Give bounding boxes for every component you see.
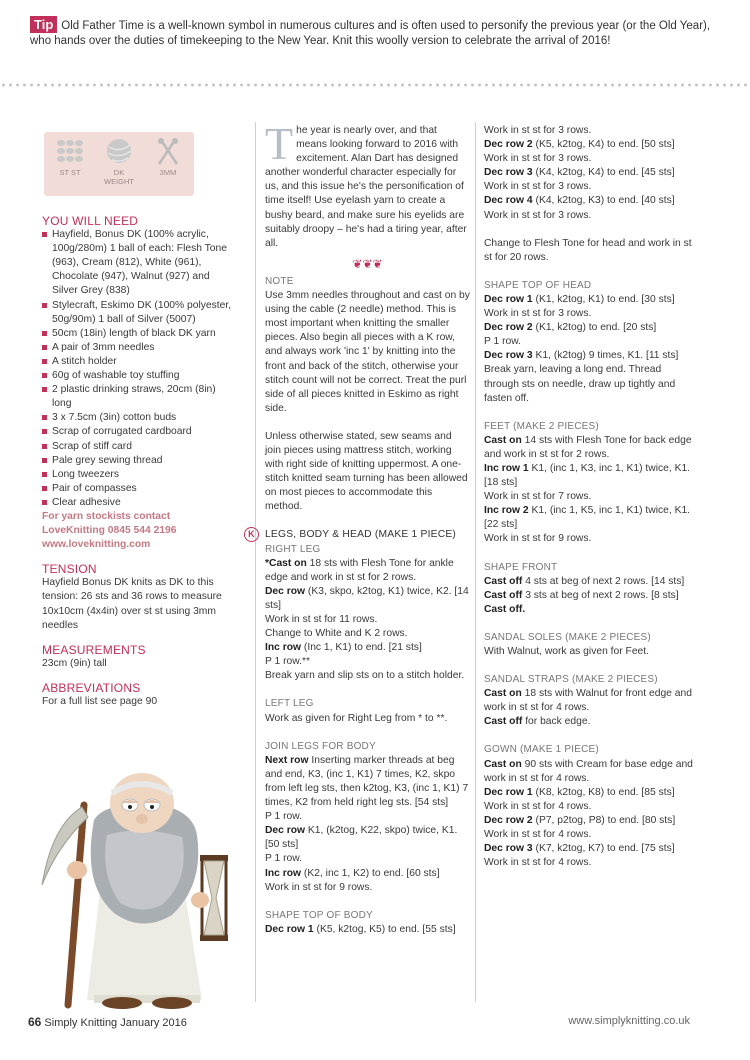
- instruction-row: With Walnut, work as given for Feet.: [484, 646, 649, 657]
- footer-url[interactable]: www.simplyknitting.co.uk: [568, 1015, 690, 1027]
- instruction-row: Work in st st for 7 rows.: [484, 491, 592, 503]
- instruction-row: Inc row 2 K1, (inc 1, K5, inc 1, K1) twice, K1. [22 sts]: [484, 505, 691, 531]
- instruction-row: Inc row (Inc 1, K1) to end. [21 sts]: [265, 642, 422, 654]
- instruction-row: Dec row 3 (K7, k2tog, K7) to end. [75 sts]: [484, 843, 675, 855]
- info-box: [44, 132, 194, 196]
- section-title-tension: TENSION: [42, 562, 97, 577]
- heading-shape-body: SHAPE TOP OF BODY: [265, 909, 373, 921]
- heading-left-leg: LEFT LEG: [265, 698, 314, 710]
- heading-sandal-soles: SANDAL SOLES (MAKE 2 PIECES): [484, 631, 651, 643]
- instruction-row: Work in st st for 4 rows.: [484, 800, 592, 812]
- instruction-row: Dec row 2 (P7, p2tog, P8) to end. [80 sts]: [484, 814, 676, 826]
- note-para-2: Unless otherwise stated, sew seams and join pieces using mattress stitch, working with right side of knitting uppermost. A one-stitch knitted seam turning has been allowed on most pieces to accommodate this method.: [265, 430, 468, 513]
- instruction-row: Work in st st for 3 rows.: [484, 209, 592, 221]
- instruction-row: Work in st st for 3 rows.: [484, 308, 592, 320]
- instruction-row: Work in st st for 3 rows.: [484, 181, 592, 193]
- instruction-row: Break yarn, leaving a long end. Thread through sts on needle, draw up tightly and fasten off.: [484, 364, 676, 404]
- instruction-row: Work in st st for 4 rows.: [484, 857, 592, 869]
- instruction-row: Inc row (K2, inc 1, K2) to end. [60 sts]: [265, 867, 440, 879]
- instruction-row: Dec row (K3, skpo, k2tog, K1) twice, K2. [14 sts]: [265, 585, 469, 611]
- heading-shape-head: SHAPE TOP OF HEAD: [484, 279, 592, 291]
- list-item: Long tweezers: [42, 468, 232, 482]
- section-title-abbreviations: ABBREVIATIONS: [42, 680, 141, 695]
- tip-text: Old Father Time is a well-known symbol in numerous cultures and is often used to personify the previous year (or the Old Year), who hands over the duties of timekeeping to the New Year. Knit this woolly version to celebrate the arrival of 2016!: [30, 20, 711, 47]
- instruction-row: Work in st st for 11 rows.: [265, 614, 378, 625]
- drop-cap: T: [265, 118, 294, 169]
- instruction-row: Dec row 2 (K1, k2tog) to end. [20 sts]: [484, 322, 657, 334]
- needles-icon: [148, 137, 188, 172]
- stst-label: ST ST: [59, 168, 81, 177]
- stockists-phone: LoveKnitting 0845 544 2196: [42, 525, 177, 537]
- list-item: Scrap of stiff card: [42, 440, 232, 454]
- instruction-row: Next row Inserting marker threads at beg and end, K3, (inc 1, K1) 7 times, K2, skpo from left leg sts, then k2tog, K3, (inc 1, K1) 7 times, K2 from held right leg sts. [54 sts]: [265, 754, 469, 809]
- tip-label: Tip: [30, 16, 57, 33]
- instruction-row: Cast off 4 sts at beg of next 2 rows. [14 sts]: [484, 575, 685, 587]
- instruction-row: Change to White and K 2 rows.: [265, 628, 408, 640]
- instruction-row: P 1 row.: [265, 853, 303, 865]
- section-title-you-will-need: YOU WILL NEED: [42, 214, 139, 228]
- list-item: A pair of 3mm needles: [42, 341, 232, 355]
- instruction-row: Dec row 1 (K8, k2tog, K8) to end. [85 sts]: [484, 786, 675, 798]
- column-divider: [475, 122, 476, 1002]
- list-item: 60g of washable toy stuffing: [42, 369, 232, 383]
- tension-text: Hayfield Bonus DK knits as DK to this tension: 26 sts and 36 rows to measure 10x10cm (4x4in) over st st using 3mm needles: [42, 577, 222, 631]
- list-item: Scrap of corrugated cardboard: [42, 425, 232, 439]
- instruction-row: Work in st st for 9 rows.: [484, 533, 592, 545]
- stockists-line: For yarn stockists contact: [42, 510, 171, 522]
- list-item: Hayfield, Bonus DK (100% acrylic, 100g/280m) 1 ball of each: Flesh Tone (963), Cream (812), White (961), Chocolate (947), Walnut (927) and Silver Grey (838): [42, 228, 232, 298]
- page-number: 66: [28, 1015, 42, 1029]
- stockists-url[interactable]: www.loveknitting.com: [42, 539, 151, 551]
- instruction-row: Dec row 3 K1, (k2tog) 9 times, K1. [11 sts]: [484, 350, 679, 362]
- column-divider: [255, 122, 256, 1002]
- list-item: Clear adhesive: [42, 496, 232, 510]
- list-item: 50cm (18in) length of black DK yarn: [42, 327, 232, 341]
- column-pattern-2: [484, 124, 699, 870]
- needle-size-label: 3MM: [159, 168, 177, 177]
- column-pattern-1: [248, 118, 470, 937]
- heading-sandal-straps: SANDAL STRAPS (MAKE 2 PIECES): [484, 674, 658, 686]
- list-item: Pair of compasses: [42, 482, 232, 496]
- instruction-row: Cast on 14 sts with Flesh Tone for back edge and work in st st for 2 rows.: [484, 434, 692, 460]
- stst-icon: [50, 137, 90, 170]
- heading-shape-front: SHAPE FRONT: [484, 561, 558, 573]
- instruction-row: Break yarn and slip sts on to a stitch holder.: [265, 670, 465, 682]
- instruction-row: Dec row K1, (k2tog, K22, skpo) twice, K1. [50 sts]: [265, 825, 458, 851]
- instruction-row: Change to Flesh Tone for head and work in st st for 20 rows.: [484, 237, 692, 263]
- instruction-row: Cast off 3 sts at beg of next 2 rows. [8 sts]: [484, 589, 679, 601]
- instruction-row: P 1 row.: [484, 336, 522, 348]
- instruction-row: Cast on 18 sts with Walnut for front edge and work in st st for 4 rows.: [484, 688, 692, 714]
- footer-left: [28, 1015, 187, 1029]
- heading-right-leg: RIGHT LEG: [265, 543, 321, 555]
- instruction-row: Work as given for Right Leg from * to **.: [265, 712, 448, 724]
- instruction-row: Inc row 1 K1, (inc 1, K3, inc 1, K1) twice, K1. [18 sts]: [484, 462, 691, 489]
- heading-join-legs: JOIN LEGS FOR BODY: [265, 740, 376, 752]
- instruction-row: *Cast on 18 sts with Flesh Tone for ankle edge and work in st st for 2 rows.: [265, 557, 454, 583]
- father-time-photo: [32, 765, 250, 1010]
- list-item: Stylecraft, Eskimo DK (100% polyester, 50g/90m) 1 ball of Silver (5007): [42, 299, 232, 327]
- dk-weight-label: DK WEIGHT: [104, 168, 134, 186]
- instruction-row: Cast off for back edge.: [484, 716, 591, 728]
- instruction-row: Dec row 1 (K1, k2tog, K1) to end. [30 sts]: [484, 293, 675, 305]
- heading-legs-body-head: K LEGS, BODY & HEAD (MAKE 1 PIECE): [265, 528, 470, 542]
- instruction-row: Dec row 3 (K4, k2tog, K4) to end. [45 sts]: [484, 167, 675, 179]
- instruction-row: Work in st st for 3 rows.: [484, 125, 592, 136]
- instruction-row: Work in st st for 9 rows.: [265, 881, 373, 893]
- instruction-row: P 1 row.: [265, 811, 303, 823]
- list-item: 2 plastic drinking straws, 20cm (8in) long: [42, 383, 232, 411]
- intro-paragraph: The year is nearly over, and that means looking forward to 2016 with excitement. Alan Dart has designed another wonderful character especially for us, and this issue he's the personification of time itself! Use eyelash yarn to create a bushy beard, and make sure his eyelids are suitably droopy – he's had a tiring year, after all.: [265, 118, 467, 249]
- instruction-row: Cast off.: [484, 603, 526, 615]
- instruction-row: Work in st st for 3 rows.: [484, 153, 592, 165]
- ornament-icon: ❦❦❦: [352, 256, 383, 271]
- materials-list: [42, 228, 232, 510]
- list-item: A stitch holder: [42, 355, 232, 369]
- column-materials: [42, 132, 232, 709]
- k-marker-icon: K: [244, 527, 259, 542]
- heading-note: NOTE: [265, 275, 294, 287]
- yarn-ball-icon: [99, 137, 139, 172]
- dotted-divider: [0, 83, 750, 87]
- heading-feet: FEET (MAKE 2 PIECES): [484, 420, 599, 432]
- magazine-issue: Simply Knitting January 2016: [44, 1017, 187, 1029]
- abbreviations-text: For a full list see page 90: [42, 696, 158, 707]
- heading-gown: GOWN (MAKE 1 PIECE): [484, 744, 599, 756]
- instruction-row: Work in st st for 4 rows.: [484, 829, 592, 841]
- list-item: 3 x 7.5cm (3in) cotton buds: [42, 411, 232, 425]
- instruction-row: Cast on 90 sts with Cream for base edge and work in st st for 4 rows.: [484, 758, 693, 784]
- instruction-row: P 1 row.**: [265, 656, 311, 668]
- instruction-row: Dec row 4 (K4, k2tog, K3) to end. [40 sts]: [484, 195, 675, 207]
- section-title-measurements: MEASUREMENTS: [42, 642, 146, 657]
- tip-banner: [30, 16, 720, 49]
- note-para-1: Use 3mm needles throughout and cast on by using the cable (2 needle) method. This is most important when knitting the smaller pieces. Also begin all pieces with a K row, and always work 'inc 1' by knitting into the front and back of the stitch, otherwise your stitch count will not be correct. Treat the purl side of all pieces knitted in Eskimo as right side.: [265, 290, 470, 414]
- instruction-row: Dec row 2 (K5, k2tog, K4) to end. [50 sts]: [484, 139, 675, 151]
- measurements-text: 23cm (9in) tall: [42, 657, 107, 669]
- list-item: Pale grey sewing thread: [42, 454, 232, 468]
- instruction-row: Dec row 1 (K5, k2tog, K5) to end. [55 sts]: [265, 923, 456, 935]
